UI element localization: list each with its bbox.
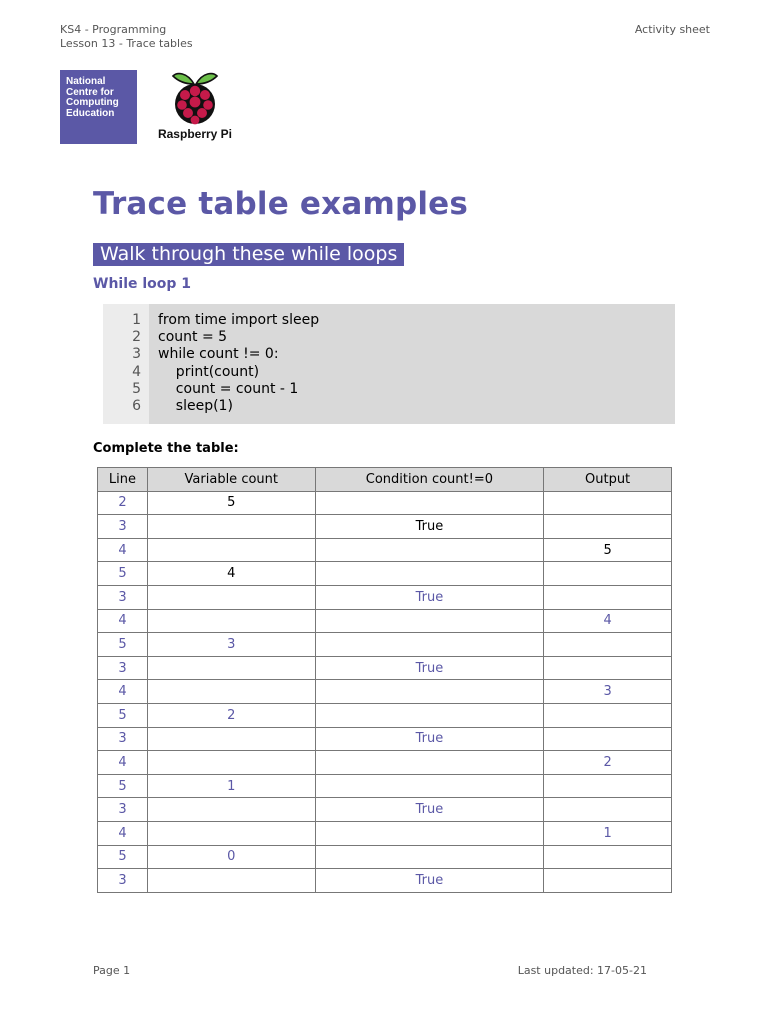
cell-count — [147, 515, 315, 539]
cell-line: 5 — [98, 562, 148, 586]
code-line: from time import sleep — [158, 312, 320, 328]
cell-count: 1 — [147, 774, 315, 798]
sheet-type: Activity sheet — [634, 23, 710, 36]
code-block — [103, 304, 675, 424]
cell-output: 2 — [544, 751, 672, 775]
cell-condition: True — [315, 656, 544, 680]
cell-output — [544, 703, 672, 727]
table-row — [98, 845, 672, 869]
header-left — [60, 23, 193, 51]
cell-condition: True — [315, 798, 544, 822]
table-row — [98, 609, 672, 633]
cell-count — [147, 798, 315, 822]
table-row — [98, 680, 672, 704]
table-header-row — [98, 468, 672, 492]
header-condition: Condition count!=0 — [315, 468, 544, 492]
ncce-logo-line: National — [66, 76, 106, 87]
cell-condition — [315, 609, 544, 633]
cell-line: 5 — [98, 703, 148, 727]
cell-count — [147, 751, 315, 775]
cell-condition — [315, 821, 544, 845]
cell-output — [544, 869, 672, 893]
code-line: sleep(1) — [158, 397, 233, 414]
cell-count: 2 — [147, 703, 315, 727]
cell-count — [147, 585, 315, 609]
cell-output — [544, 727, 672, 751]
header-line: Line — [98, 468, 148, 492]
raspberry-icon — [171, 68, 219, 126]
cell-condition: True — [315, 869, 544, 893]
cell-count — [147, 821, 315, 845]
cell-condition — [315, 845, 544, 869]
cell-count — [147, 609, 315, 633]
table-row — [98, 562, 672, 586]
table-row — [98, 821, 672, 845]
cell-output — [544, 491, 672, 515]
table-row — [98, 538, 672, 562]
cell-line: 2 — [98, 491, 148, 515]
cell-line: 4 — [98, 609, 148, 633]
table-row — [98, 869, 672, 893]
cell-output — [544, 515, 672, 539]
cell-line: 3 — [98, 869, 148, 893]
cell-line: 3 — [98, 515, 148, 539]
cell-output — [544, 798, 672, 822]
cell-line: 4 — [98, 680, 148, 704]
table-row — [98, 585, 672, 609]
table-row — [98, 751, 672, 775]
line-number: 5 — [132, 380, 141, 397]
table-row — [98, 798, 672, 822]
cell-condition: True — [315, 585, 544, 609]
cell-condition — [315, 562, 544, 586]
cell-count: 3 — [147, 633, 315, 657]
ncce-logo-line: Education — [66, 107, 115, 119]
code-lines — [149, 304, 319, 424]
cell-line: 4 — [98, 821, 148, 845]
cell-count — [147, 727, 315, 751]
raspberry-pi-logo — [152, 68, 238, 148]
subheading: While loop 1 — [93, 276, 192, 292]
page-number: Page 1 — [93, 964, 131, 977]
cell-output — [544, 562, 672, 586]
line-number: 4 — [132, 363, 141, 380]
table-row — [98, 656, 672, 680]
ncce-logo-line: Computing — [66, 97, 119, 108]
section-banner: Walk through these while loops — [93, 243, 404, 266]
ncce-logo-line: Centre for — [66, 86, 114, 98]
code-line: count = count - 1 — [158, 380, 299, 397]
cell-line: 5 — [98, 845, 148, 869]
line-number: 6 — [132, 397, 141, 414]
cell-condition — [315, 751, 544, 775]
cell-output — [544, 774, 672, 798]
cell-count: 4 — [147, 562, 315, 586]
cell-output — [544, 633, 672, 657]
cell-output: 5 — [544, 538, 672, 562]
raspberry-pi-label: Raspberry Pi — [157, 127, 233, 141]
cell-condition: True — [315, 515, 544, 539]
instruction: Complete the table: — [93, 441, 239, 456]
table-row — [98, 633, 672, 657]
cell-output: 4 — [544, 609, 672, 633]
table-row — [98, 774, 672, 798]
table-row — [98, 491, 672, 515]
cell-condition — [315, 680, 544, 704]
code-line: count = 5 — [158, 329, 228, 346]
course-name: KS4 - Programming — [60, 23, 167, 36]
line-number: 3 — [132, 346, 141, 363]
line-numbers — [103, 304, 149, 424]
cell-condition — [315, 703, 544, 727]
line-number: 2 — [132, 329, 141, 346]
cell-output — [544, 656, 672, 680]
cell-line: 4 — [98, 538, 148, 562]
lesson-name: Lesson 13 - Trace tables — [60, 37, 193, 50]
trace-table — [97, 467, 672, 893]
cell-output: 1 — [544, 821, 672, 845]
cell-condition — [315, 538, 544, 562]
cell-count — [147, 656, 315, 680]
cell-condition — [315, 774, 544, 798]
page-title: Trace table examples — [93, 186, 469, 222]
cell-condition — [315, 633, 544, 657]
cell-count: 5 — [147, 491, 315, 515]
cell-count — [147, 869, 315, 893]
cell-line: 5 — [98, 633, 148, 657]
header-variable-count: Variable count — [147, 468, 315, 492]
cell-line: 3 — [98, 585, 148, 609]
cell-line: 5 — [98, 774, 148, 798]
header-output: Output — [544, 468, 672, 492]
cell-output — [544, 585, 672, 609]
code-line: while count != 0: — [158, 346, 279, 363]
cell-line: 3 — [98, 656, 148, 680]
table-row — [98, 703, 672, 727]
cell-line: 3 — [98, 727, 148, 751]
cell-output: 3 — [544, 680, 672, 704]
table-row — [98, 727, 672, 751]
cell-line: 3 — [98, 798, 148, 822]
cell-line: 4 — [98, 751, 148, 775]
code-line: print(count) — [158, 363, 260, 380]
ncce-logo — [60, 70, 137, 144]
cell-count: 0 — [147, 845, 315, 869]
table-row — [98, 515, 672, 539]
cell-output — [544, 845, 672, 869]
cell-count — [147, 680, 315, 704]
last-updated: Last updated: 17-05-21 — [517, 964, 647, 977]
cell-condition — [315, 491, 544, 515]
cell-count — [147, 538, 315, 562]
cell-condition: True — [315, 727, 544, 751]
line-number: 1 — [132, 312, 141, 328]
